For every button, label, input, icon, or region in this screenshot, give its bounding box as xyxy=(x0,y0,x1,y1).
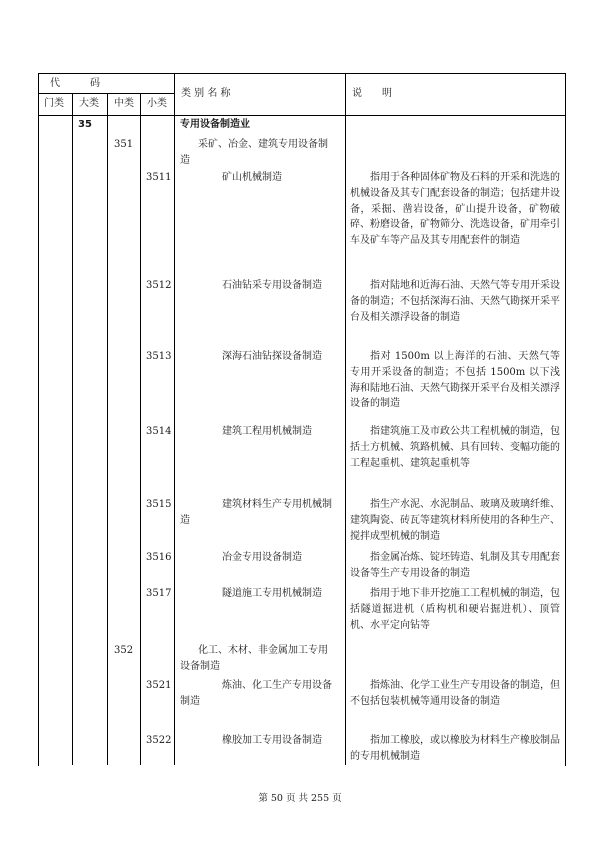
code-zhonglei: 351 xyxy=(114,139,134,150)
category-name: 隧道施工专用机械制造 xyxy=(222,588,322,599)
category-name: 石油钻采专用设备制造 xyxy=(222,280,322,291)
code-dalei: 35 xyxy=(78,119,92,130)
code-xiaolei: 3514 xyxy=(146,426,172,437)
description: 指对陆地和近海石油、天然气等专用开采设备的制造；不包括深海石油、天然气勘探开采平台及相关漂浮设备的制造 xyxy=(350,280,560,323)
category-name-cont: 造 xyxy=(180,515,190,526)
category-name: 深海石油钻探设备制造 xyxy=(222,351,322,362)
header-desc: 说 明 xyxy=(352,88,392,99)
code-xiaolei: 3516 xyxy=(146,552,172,563)
code-xiaolei: 3513 xyxy=(146,351,172,362)
category-name: 专用设备制造业 xyxy=(180,119,250,130)
code-zhonglei: 352 xyxy=(114,645,134,656)
col-divider-4 xyxy=(174,73,175,765)
col-divider-5 xyxy=(345,73,346,765)
description: 指炼油、化学工业生产专用设备的制造，但不包括包装机械等通用设备的制造 xyxy=(350,680,560,707)
category-name: 炼油、化工生产专用设备 xyxy=(222,680,332,691)
description: 指金属冶炼、锭坯铸造、轧制及其专用配套设备等生产专用设备的制造 xyxy=(350,552,560,579)
code-xiaolei: 3511 xyxy=(146,172,172,183)
code-xiaolei: 3521 xyxy=(146,680,172,691)
category-name: 建筑材料生产专用机械制 xyxy=(222,499,332,510)
category-name: 化工、木材、非金属加工专用 xyxy=(198,645,328,656)
header-menlei: 门类 xyxy=(44,98,64,109)
category-name: 建筑工程用机械制造 xyxy=(222,426,312,437)
description: 指对 1500m 以上海洋的石油、天然气等专用开采设备的制造；不包括 1500m 以下浅海和陆地石油、天然气勘探开采平台及相关漂浮设备的制造 xyxy=(350,351,560,410)
col-divider-3 xyxy=(140,93,141,765)
category-name: 采矿、冶金、建筑专用设备制 xyxy=(198,139,328,150)
code-xiaolei: 3512 xyxy=(146,280,172,291)
description: 指建筑施工及市政公共工程机械的制造，包括土方机械、筑路机械、具有回转、变幅功能的工程起重机、建筑起重机等 xyxy=(350,426,560,469)
code-xiaolei: 3522 xyxy=(146,735,172,746)
col-divider-1 xyxy=(72,93,73,765)
category-name: 橡胶加工专用设备制造 xyxy=(222,735,322,746)
page-footer: 第 50 页 共 255 页 xyxy=(258,793,342,804)
header-dalei: 大类 xyxy=(79,98,99,109)
header-xiaolei: 小类 xyxy=(147,98,167,109)
description: 指用于地下非开挖施工工程机械的制造，包括隧道掘进机（盾构机和硬岩掘进机）、顶管机、水平定向钻等 xyxy=(350,588,560,631)
code-xiaolei: 3515 xyxy=(146,499,172,510)
category-name-cont: 制造 xyxy=(180,696,200,707)
header-bottom-line xyxy=(38,115,565,116)
header-zhonglei: 中类 xyxy=(114,98,134,109)
description: 指生产水泥、水泥制品、玻璃及玻璃纤维、建筑陶瓷、砖瓦等建筑材料所使用的各种生产、搅拌成型机械的制造 xyxy=(350,499,560,542)
header-code: 代 码 xyxy=(50,78,100,89)
description: 指加工橡胶，或以橡胶为材料生产橡胶制品的专用机械制造 xyxy=(350,735,560,762)
col-divider-2 xyxy=(107,93,108,765)
header-name: 类 别 名 称 xyxy=(181,88,231,99)
category-name: 冶金专用设备制造 xyxy=(222,552,302,563)
description: 指用于各种固体矿物及石料的开采和洗选的机械设备及其专门配套设备的制造；包括建井设备，采掘、凿岩设备，矿山提升设备，矿物破碎、粉磨设备，矿物筛分、洗选设备，矿用牵引车及矿车等产品及其专用配套件的制造 xyxy=(350,172,560,247)
category-name-cont: 设备制造 xyxy=(180,661,220,672)
category-name-cont: 造 xyxy=(180,155,190,166)
code-xiaolei: 3517 xyxy=(146,588,172,599)
category-name: 矿山机械制造 xyxy=(222,172,282,183)
header-top-divider xyxy=(38,93,174,94)
